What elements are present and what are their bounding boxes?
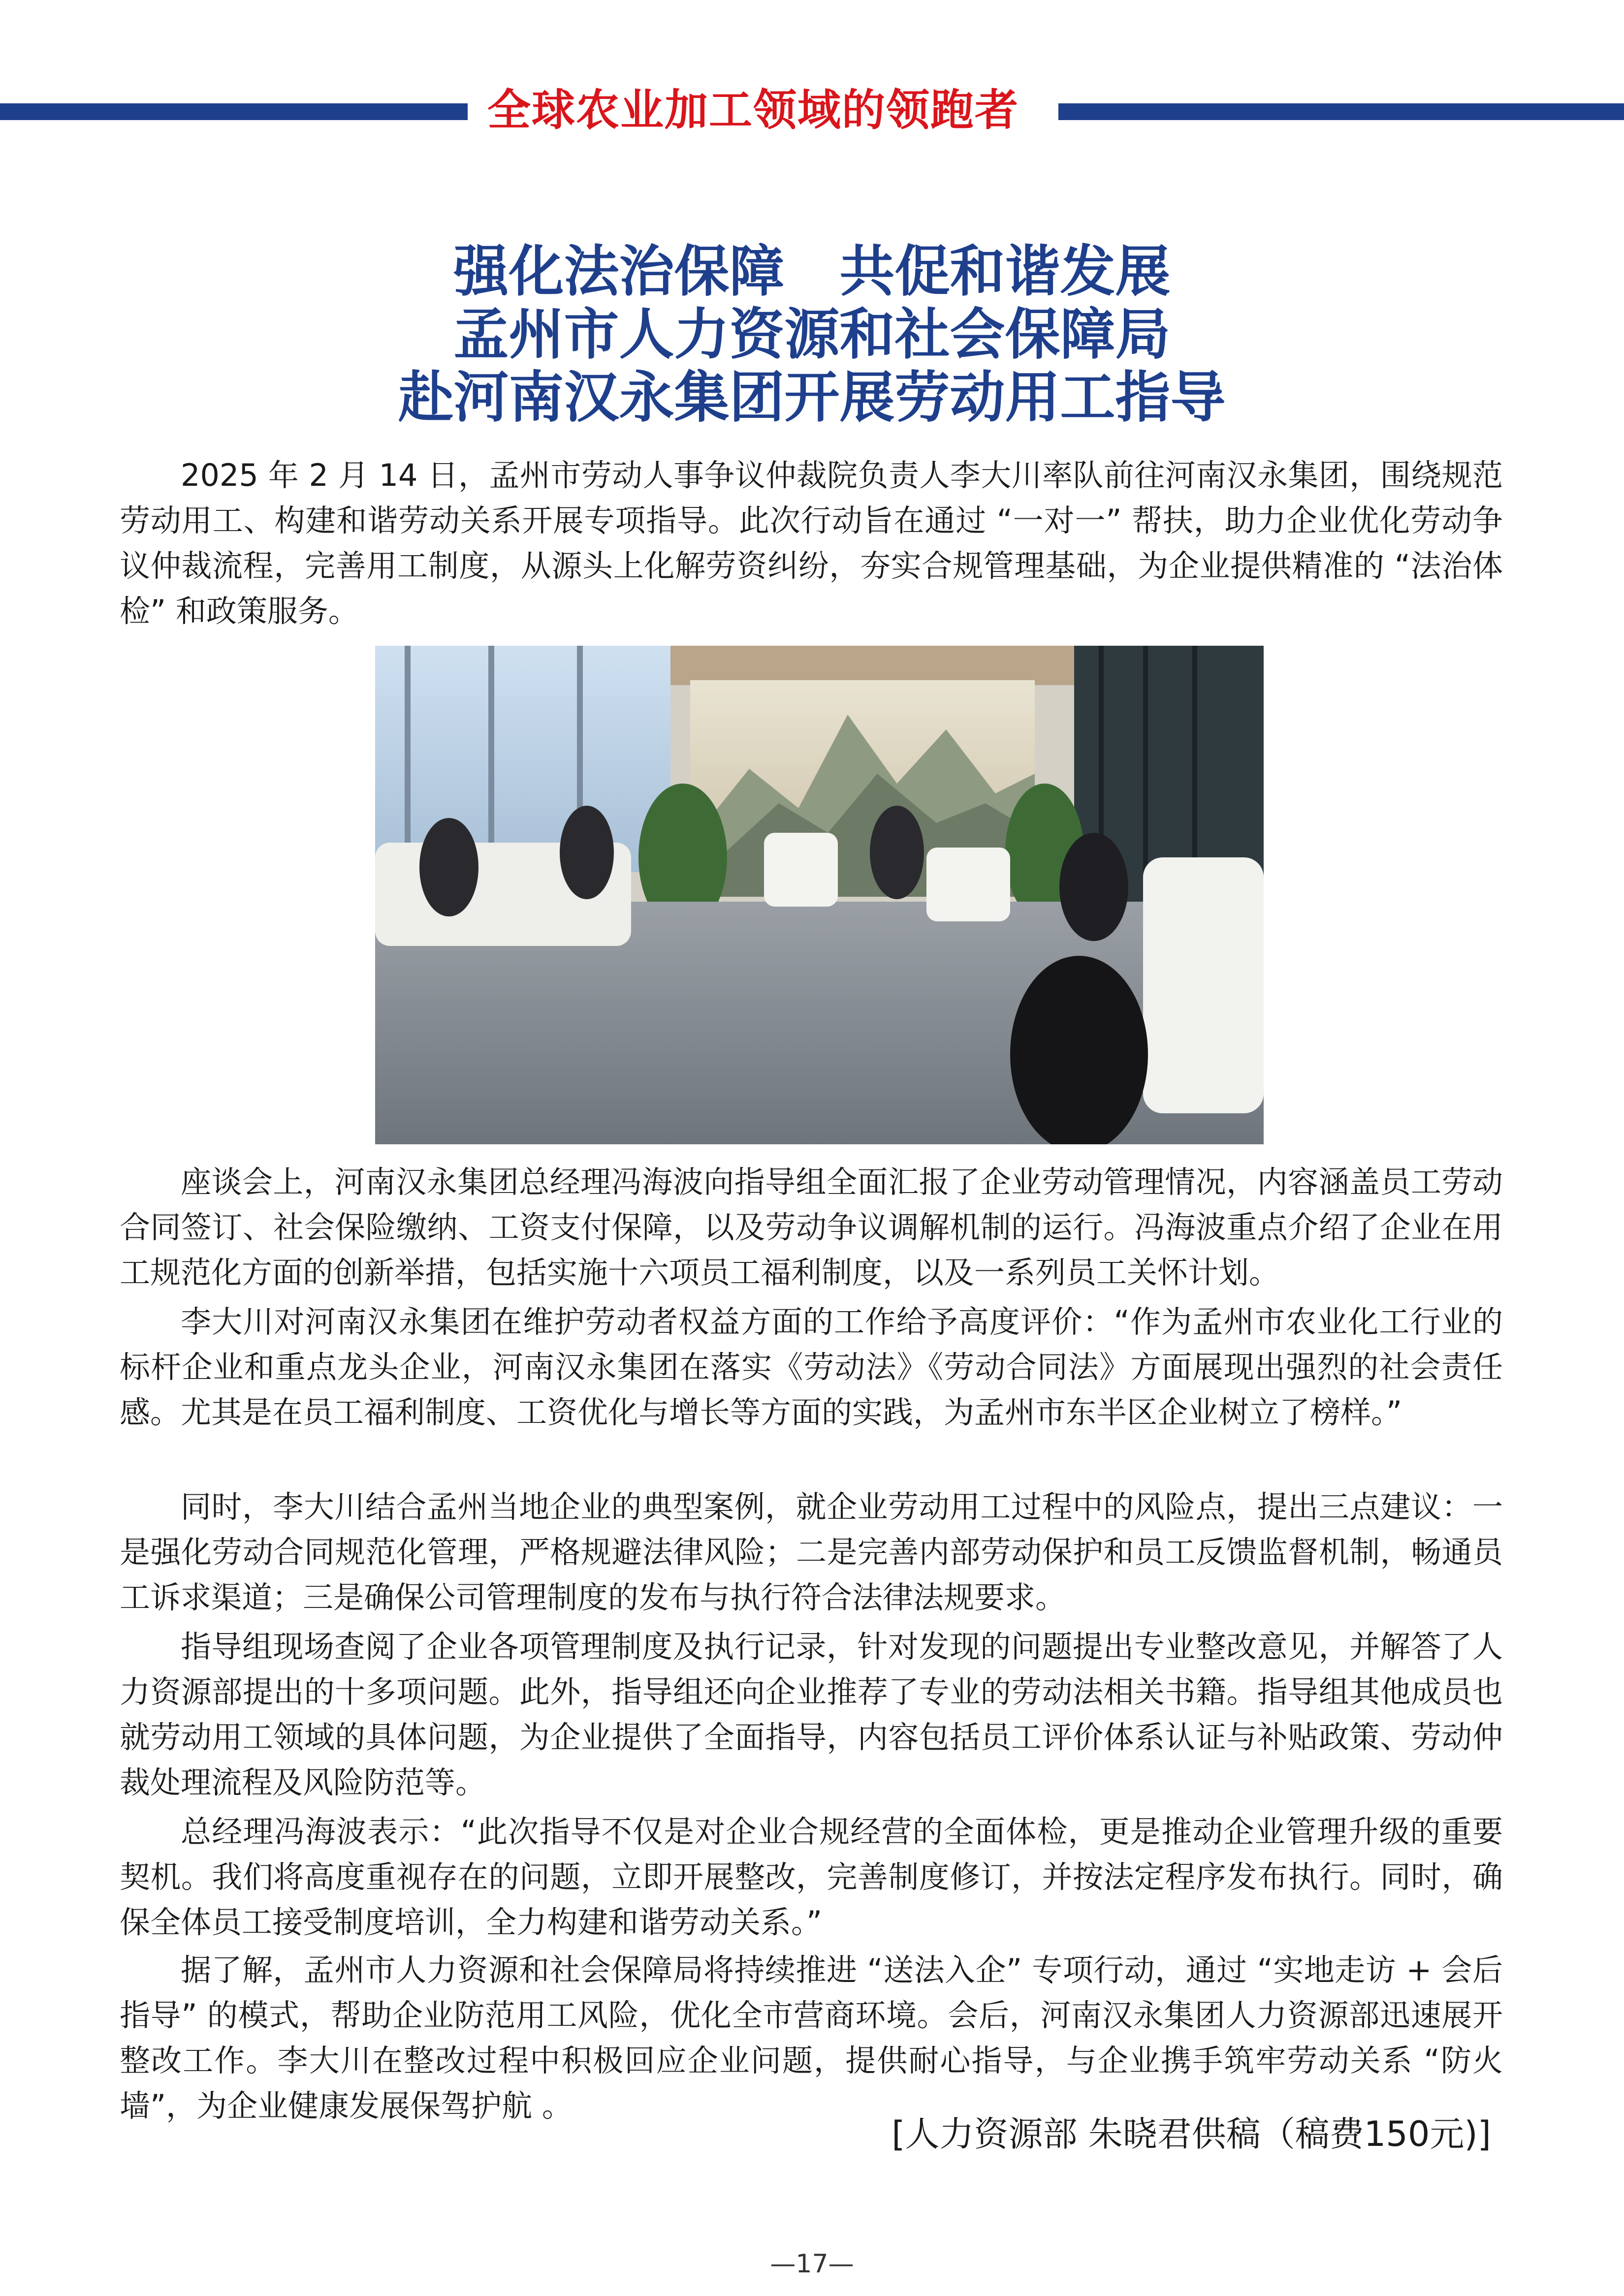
article-paragraph: 总经理冯海波表示：“此次指导不仅是对企业合规经营的全面体检，更是推动企业管理升级的重要契机。我们将高度重视存在的问题，立即开展整改，完善制度修订，并按法定程序发布执行。同时，确保全体员工接受制度培训，全力构建和谐劳动关系。” <box>120 1814 1503 1940</box>
article-title-line-1: 强化法治保障 共促和谐发展 <box>453 240 1171 304</box>
page-header <box>0 85 1624 135</box>
author-credit: [人力资源部 朱晓君供稿（稿费150元)] <box>892 2114 1491 2154</box>
article-paragraph: 指导组现场查阅了企业各项管理制度及执行记录，针对发现的问题提出专业整改意见，并解答了人力资源部提出的十多项问题。此外，指导组还向企业推荐了专业的劳动法相关书籍。指导组其他成员也就劳动用工领域的具体问题，为企业提供了全面指导，内容包括员工评价体系认证与补贴政策、劳动仲裁处理流程及风险防范等。 <box>120 1629 1503 1800</box>
article-paragraph: 据了解，孟州市人力资源和社会保障局将持续推进 “送法入企” 专项行动，通过 “实地走访 + 会后指导” 的模式，帮助企业防范用工风险，优化全市营商环境。会后，河南汉永集团人力资源部迅速展开整改工作。李大川在整改过程中积极回应企业问题，提供耐心指导，与企业携手筑牢劳动关系 “防火墙”，为企业健康发展保驾护航 。 <box>120 1952 1503 2124</box>
header-rule-left <box>0 103 468 120</box>
article-paragraph: 座谈会上，河南汉永集团总经理冯海波向指导组全面汇报了企业劳动管理情况，内容涵盖员工劳动合同签订、社会保险缴纳、工资支付保障，以及劳动争议调解机制的运行。冯海波重点介绍了企业在用工规范化方面的创新举措，包括实施十六项员工福利制度，以及一系列员工关怀计划。 <box>120 1164 1503 1290</box>
article-paragraph: 李大川对河南汉永集团在维护劳动者权益方面的工作给予高度评价：“作为孟州市农业化工行业的标杆企业和重点龙头企业，河南汉永集团在落实《劳动法》《劳动合同法》方面展现出强烈的社会责任感。尤其是在员工福利制度、工资优化与增长等方面的实践，为孟州市东半区企业树立了榜样。” <box>120 1304 1503 1430</box>
article-paragraph: 同时，李大川结合孟州当地企业的典型案例，就企业劳动用工过程中的风险点，提出三点建议：一是强化劳动合同规范化管理，严格规避法律风险；二是完善内部劳动保护和员工反馈监督机制，畅通员工诉求渠道；三是确保公司管理制度的发布与执行符合法律法规要求。 <box>120 1489 1503 1615</box>
article-paragraph: 2025 年 2 月 14 日，孟州市劳动人事争议仲裁院负责人李大川率队前往河南汉永集团，围绕规范劳动用工、构建和谐劳动关系开展专项指导。此次行动旨在通过 “一对一” 帮扶，助力企业优化劳动争议仲裁流程，完善用工制度，从源头上化解劳资纠纷，夯实合规管理基础，为企业提供精准的 “法治体检” 和政策服务。 <box>120 457 1503 629</box>
header-title: 全球农业加工领域的领跑者 <box>487 85 1019 135</box>
header-rule-right <box>1058 103 1624 120</box>
article-title <box>0 240 1624 429</box>
article-title-line-3: 赴河南汉永集团开展劳动用工指导 <box>398 366 1226 430</box>
page-number: —17— <box>770 2249 854 2279</box>
article-title-line-2: 孟州市人力资源和社会保障局 <box>453 303 1171 367</box>
meeting-photo <box>375 646 1264 1144</box>
